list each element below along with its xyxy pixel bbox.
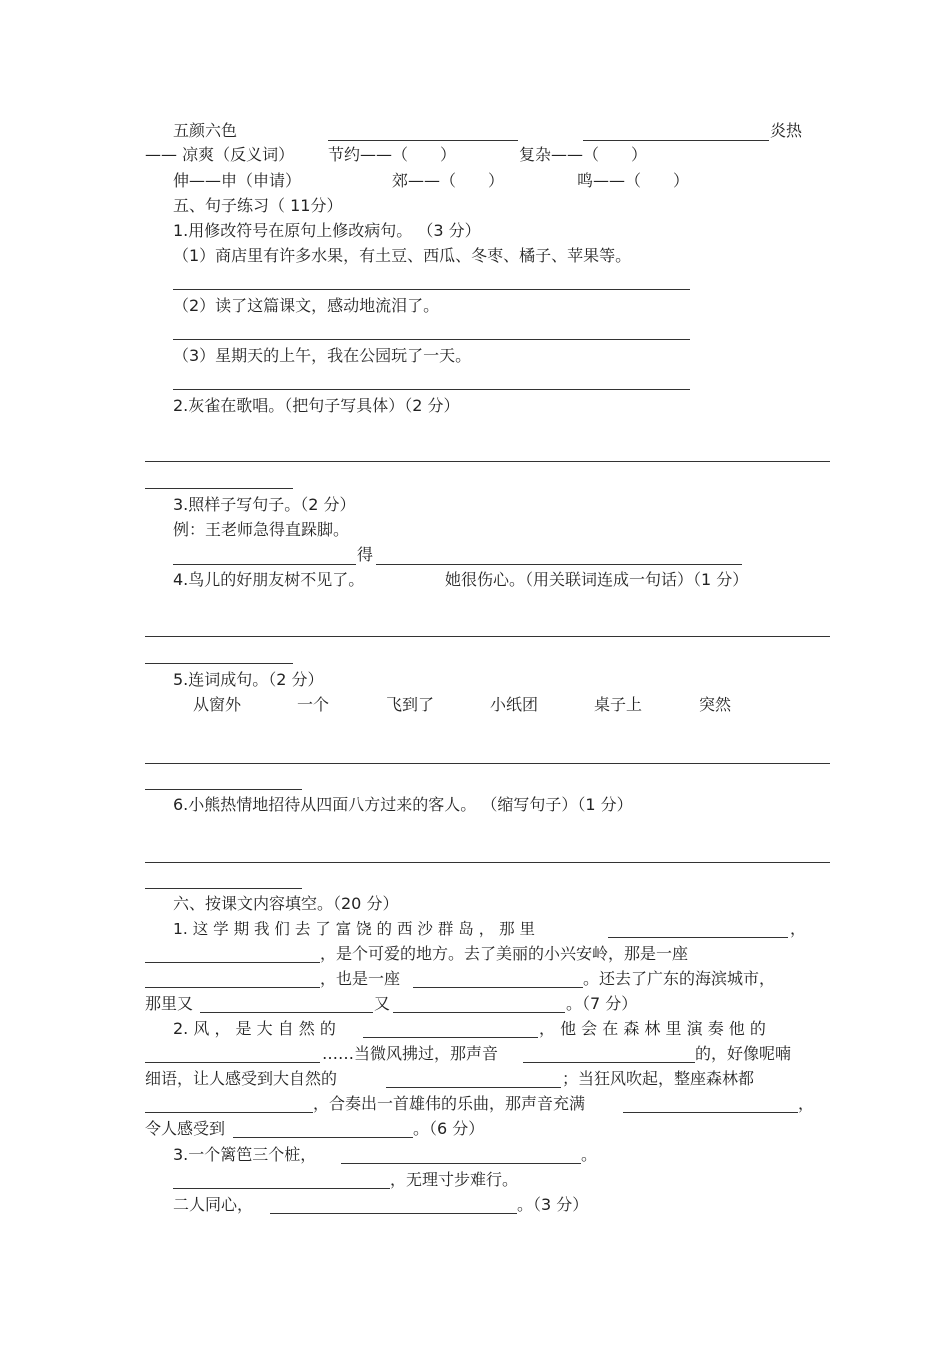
q4-prompt-b: 她很伤心。（用关联词连成一句话）（1 分） bbox=[445, 570, 749, 589]
p2-line5-a: 令人感受到 bbox=[145, 1119, 226, 1138]
blank-line[interactable] bbox=[386, 1087, 561, 1088]
answer-line[interactable] bbox=[376, 564, 742, 565]
p1-line4-b: 又 bbox=[374, 994, 391, 1013]
blank-line[interactable] bbox=[341, 1163, 581, 1164]
q2-prompt: 2.灰雀在歌唱。（把句子写具体）（2 分） bbox=[173, 396, 460, 415]
q1-prompt: 1.用修改符号在原句上修改病句。 （3 分） bbox=[173, 221, 481, 240]
q1-sentence-1: （1）商店里有许多水果，有土豆、西瓜、冬枣、橘子、苹果等。 bbox=[173, 246, 632, 265]
blank-line[interactable] bbox=[200, 1012, 373, 1013]
p1-line1: 1. 这 学 期 我 们 去 了 富 饶 的 西 沙 群 岛 ， 那 里 bbox=[173, 920, 536, 938]
blank-line[interactable] bbox=[145, 962, 320, 963]
antonym-fuza: 复杂——（ ） bbox=[519, 145, 648, 164]
answer-line[interactable] bbox=[173, 289, 690, 290]
blank-line[interactable] bbox=[145, 987, 320, 988]
blank-line[interactable] bbox=[583, 140, 769, 141]
answer-line[interactable] bbox=[145, 636, 830, 637]
blank-line[interactable] bbox=[328, 140, 518, 141]
answer-line[interactable] bbox=[145, 763, 830, 764]
homophone-jiao: 郊——（ ） bbox=[392, 171, 505, 190]
p3-line2: ，无理寸步难行。 bbox=[390, 1170, 519, 1189]
blank-line[interactable] bbox=[413, 987, 583, 988]
antonym-jieyue: 节约——（ ） bbox=[328, 145, 457, 164]
blank-line[interactable] bbox=[145, 1112, 313, 1113]
p1-line1-comma: ， bbox=[790, 919, 807, 938]
p2-line4-b: ， bbox=[798, 1094, 815, 1113]
answer-line-short[interactable] bbox=[145, 789, 302, 790]
answer-line[interactable] bbox=[173, 339, 690, 340]
answer-line-short[interactable] bbox=[145, 488, 293, 489]
section6-title: 六、按课文内容填空。（20 分） bbox=[173, 894, 399, 913]
homophone-example: 伸——申（申请） bbox=[173, 171, 302, 190]
p2-line1-a: 2. 风 ， 是 大 自 然 的 bbox=[173, 1019, 336, 1038]
blank-line[interactable] bbox=[608, 937, 788, 938]
homophone-ming: 鸣——（ ） bbox=[577, 171, 690, 190]
q5-word: 飞到了 bbox=[386, 695, 435, 714]
q3-example: 例：王老师急得直跺脚。 bbox=[173, 520, 350, 539]
blank-line[interactable] bbox=[173, 1188, 390, 1189]
antonym-example: —— 凉爽（反义词） bbox=[145, 145, 295, 164]
answer-line[interactable] bbox=[173, 389, 690, 390]
p1-line2: ，是个可爱的地方。去了美丽的小兴安岭，那是一座 bbox=[320, 944, 689, 963]
q1-sentence-2: （2）读了这篇课文，感动地流泪了。 bbox=[173, 296, 440, 315]
p1-line3-a: ，也是一座 bbox=[320, 969, 401, 988]
blank-line[interactable] bbox=[393, 1012, 565, 1013]
q3-prompt: 3.照样子写句子。（2 分） bbox=[173, 495, 356, 514]
q6-prompt: 6.小熊热情地招待从四面八方过来的客人。 （缩写句子）（1 分） bbox=[173, 795, 633, 814]
section5-title: 五、句子练习（ 11分） bbox=[173, 196, 343, 215]
blank-line[interactable] bbox=[270, 1213, 517, 1214]
q5-word: 一个 bbox=[297, 695, 330, 714]
q3-de: 得 bbox=[357, 545, 374, 564]
p3-line1-end: 。 bbox=[581, 1145, 598, 1164]
answer-line[interactable] bbox=[145, 862, 830, 863]
answer-line[interactable] bbox=[145, 461, 830, 462]
q4-prompt-a: 4.鸟儿的好朋友树不见了。 bbox=[173, 570, 365, 589]
p2-line3-b: ；当狂风吹起，整座森林都 bbox=[562, 1069, 755, 1088]
p3-line3-end: 。（3 分） bbox=[517, 1195, 589, 1214]
p3-line1: 3.一个篱笆三个桩， bbox=[173, 1145, 317, 1164]
p2-line3-a: 细语，让人感受到大自然的 bbox=[145, 1069, 338, 1088]
word-yanre: 炎热 bbox=[770, 121, 803, 140]
answer-line-short[interactable] bbox=[145, 663, 293, 664]
q5-word: 突然 bbox=[699, 695, 732, 714]
q5-word: 小纸团 bbox=[490, 695, 539, 714]
word-wuyanliuse: 五颜六色 bbox=[173, 121, 238, 140]
blank-line[interactable] bbox=[623, 1112, 798, 1113]
q5-word: 桌子上 bbox=[594, 695, 643, 714]
p1-line3-b: 。还去了广东的海滨城市， bbox=[583, 969, 776, 988]
q1-sentence-3: （3）星期天的上午，我在公园玩了一天。 bbox=[173, 346, 472, 365]
blank-line[interactable] bbox=[145, 1062, 320, 1063]
blank-line[interactable] bbox=[233, 1137, 413, 1138]
blank-line[interactable] bbox=[363, 1037, 538, 1038]
p2-line5-b: 。（6 分） bbox=[413, 1119, 485, 1138]
p2-line1-b: ， 他 会 在 森 林 里 演 奏 他 的 bbox=[539, 1019, 766, 1038]
answer-line-short[interactable] bbox=[145, 888, 302, 889]
q5-word: 从窗外 bbox=[193, 695, 242, 714]
p3-line3: 二人同心， bbox=[173, 1195, 254, 1214]
blank-line[interactable] bbox=[523, 1062, 695, 1063]
p2-line2-a: ……当微风拂过，那声音 bbox=[322, 1044, 499, 1063]
q5-prompt: 5.连词成句。（2 分） bbox=[173, 670, 324, 689]
p2-line4-a: ，合奏出一首雄伟的乐曲，那声音充满 bbox=[313, 1094, 586, 1113]
p1-line4-c: 。（7 分） bbox=[566, 994, 638, 1013]
p1-line4-a: 那里又 bbox=[145, 994, 194, 1013]
answer-line[interactable] bbox=[173, 564, 356, 565]
p2-line2-b: 的，好像呢喃 bbox=[695, 1044, 792, 1063]
